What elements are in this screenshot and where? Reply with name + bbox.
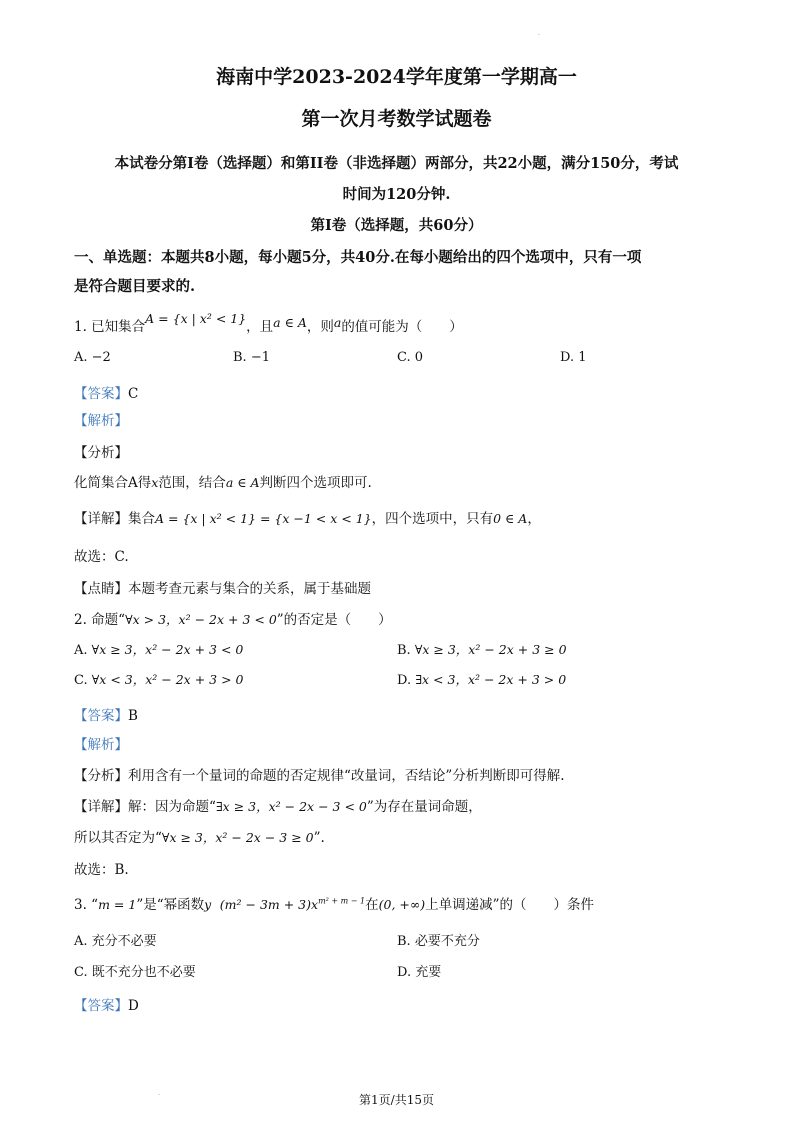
q1-analysis-tag: 【解析】 <box>74 413 128 429</box>
q3-stem: 3. “m = 1”是“幂函数y $(m^2 - 3m + 3)x^{m^2 + m - 1}$在(0, +∞)上单调递减”的（ ）条件 <box>74 896 595 913</box>
q2-detail2: 所以其否定为“∀x ≥ 3，x² − 2x − 3 ≥ 0”. <box>74 830 325 846</box>
q3-exponent: m² + m − 1 <box>318 896 366 906</box>
q1-set-expression: A = {x | x² < 1} <box>145 311 247 326</box>
q1-condition: a ∈ A <box>273 315 307 330</box>
q2-fenxi: 【分析】利用含有一个量词的命题的否定规律“改量词，否结论”分析判断即可得解. <box>74 768 565 784</box>
answer-tag: 【答案】 <box>74 998 128 1014</box>
q1-comment: 【点睛】本题考查元素与集合的关系，属于基础题 <box>74 581 371 597</box>
q1-option-b: B. −1 <box>233 350 270 365</box>
q1-stem: 1. 已知集合A = {x | x² < 1}，且a ∈ A，则a的值可能为（ ） <box>74 311 463 335</box>
page-footer: 第1页/共15页 <box>359 1093 434 1107</box>
q2-option-d: D. ∃x < 3，x² − 2x + 3 > 0 <box>397 672 567 688</box>
q1-option-a: A. −2 <box>74 350 111 365</box>
answer-tag: 【答案】 <box>74 708 128 724</box>
scan-dot: . <box>538 30 540 37</box>
q2-option-b: B. ∀x ≥ 3，x² − 2x + 3 ≥ 0 <box>397 642 567 658</box>
q2-stem: 2. 命题“∀x > 3，x² − 2x + 3 < 0”的否定是（ ） <box>74 612 392 628</box>
q1-detail-expression2: 0 ∈ A <box>493 511 528 526</box>
q1-variable: a <box>333 315 342 330</box>
q3-function: (m² − 3m + 3)x <box>219 897 319 912</box>
q3-option-a: A. 充分不必要 <box>74 934 157 949</box>
q1-option-d: D. 1 <box>560 350 587 365</box>
section1-line1: 一、单选题：本题共8小题，每小题5分，共40分.在每小题给出的四个选项中，只有一项 <box>74 249 642 266</box>
q1-detail: 【详解】集合A = {x | x² < 1} = {x −1 < x < 1}，四个选项中，只有0 ∈ A， <box>74 511 541 527</box>
q1-choose: 故选：C. <box>74 549 129 565</box>
part1-title: 第I卷（选择题，共60分） <box>310 217 483 234</box>
q3-option-b: B. 必要不充分 <box>397 934 480 949</box>
answer-tag: 【答案】 <box>74 386 128 402</box>
q3-interval: (0, +∞) <box>378 897 426 912</box>
intro-line2: 时间为120分钟. <box>342 186 451 203</box>
q2-answer <box>74 704 138 724</box>
q2-stem-expression: ∀x > 3，x² − 2x + 3 < 0 <box>125 612 277 627</box>
q1-detail-expression: A = {x | x² < 1} = {x −1 < x < 1} <box>155 511 372 526</box>
q2-option-c: C. ∀x < 3，x² − 2x + 3 > 0 <box>74 672 244 688</box>
q2-option-a: A. ∀x ≥ 3，x² − 2x + 3 < 0 <box>74 642 244 658</box>
q2-detail-expression: ∃x ≥ 3，x² − 2x − 3 < 0 <box>215 799 367 814</box>
q3-answer <box>74 994 139 1014</box>
q2-analysis-tag: 【解析】 <box>74 737 128 753</box>
q2-detail: 【详解】解：因为命题“∃x ≥ 3，x² − 2x − 3 < 0”为存在量词命题， <box>74 799 482 815</box>
q1-answer-value: C <box>128 386 139 402</box>
q1-fenxi-variable: x <box>151 475 159 490</box>
q3-option-d: D. 充要 <box>397 965 442 980</box>
scan-dot: . <box>158 1090 160 1097</box>
q1-option-c: C. 0 <box>397 350 424 365</box>
intro-line1: 本试卷分第I卷（选择题）和第II卷（非选择题）两部分，共22小题，满分150分，考试 <box>114 155 679 172</box>
q1-fenxi-condition: a ∈ A <box>225 475 260 490</box>
q3-condition: m = 1 <box>98 897 137 912</box>
q1-fenxi: 化简集合A得x范围，结合a ∈ A判断四个选项即可. <box>74 475 372 491</box>
q3-answer-value: D <box>128 998 139 1014</box>
exam-title-line1: 海南中学2023-2024学年度第一学期高一 <box>216 66 577 88</box>
q2-answer-value: B <box>128 708 138 724</box>
q2-detail2-expression: ∀x ≥ 3，x² − 2x − 3 ≥ 0 <box>161 830 314 845</box>
q3-option-c: C. 既不充分也不必要 <box>74 965 196 980</box>
q1-answer <box>74 382 138 402</box>
section1-line2: 是符合题目要求的. <box>74 278 196 295</box>
q1-fenxi-tag: 【分析】 <box>74 445 128 461</box>
q2-choose: 故选：B. <box>74 862 129 878</box>
q3-y: y <box>204 897 212 912</box>
exam-title-line2: 第一次月考数学试题卷 <box>301 108 492 130</box>
